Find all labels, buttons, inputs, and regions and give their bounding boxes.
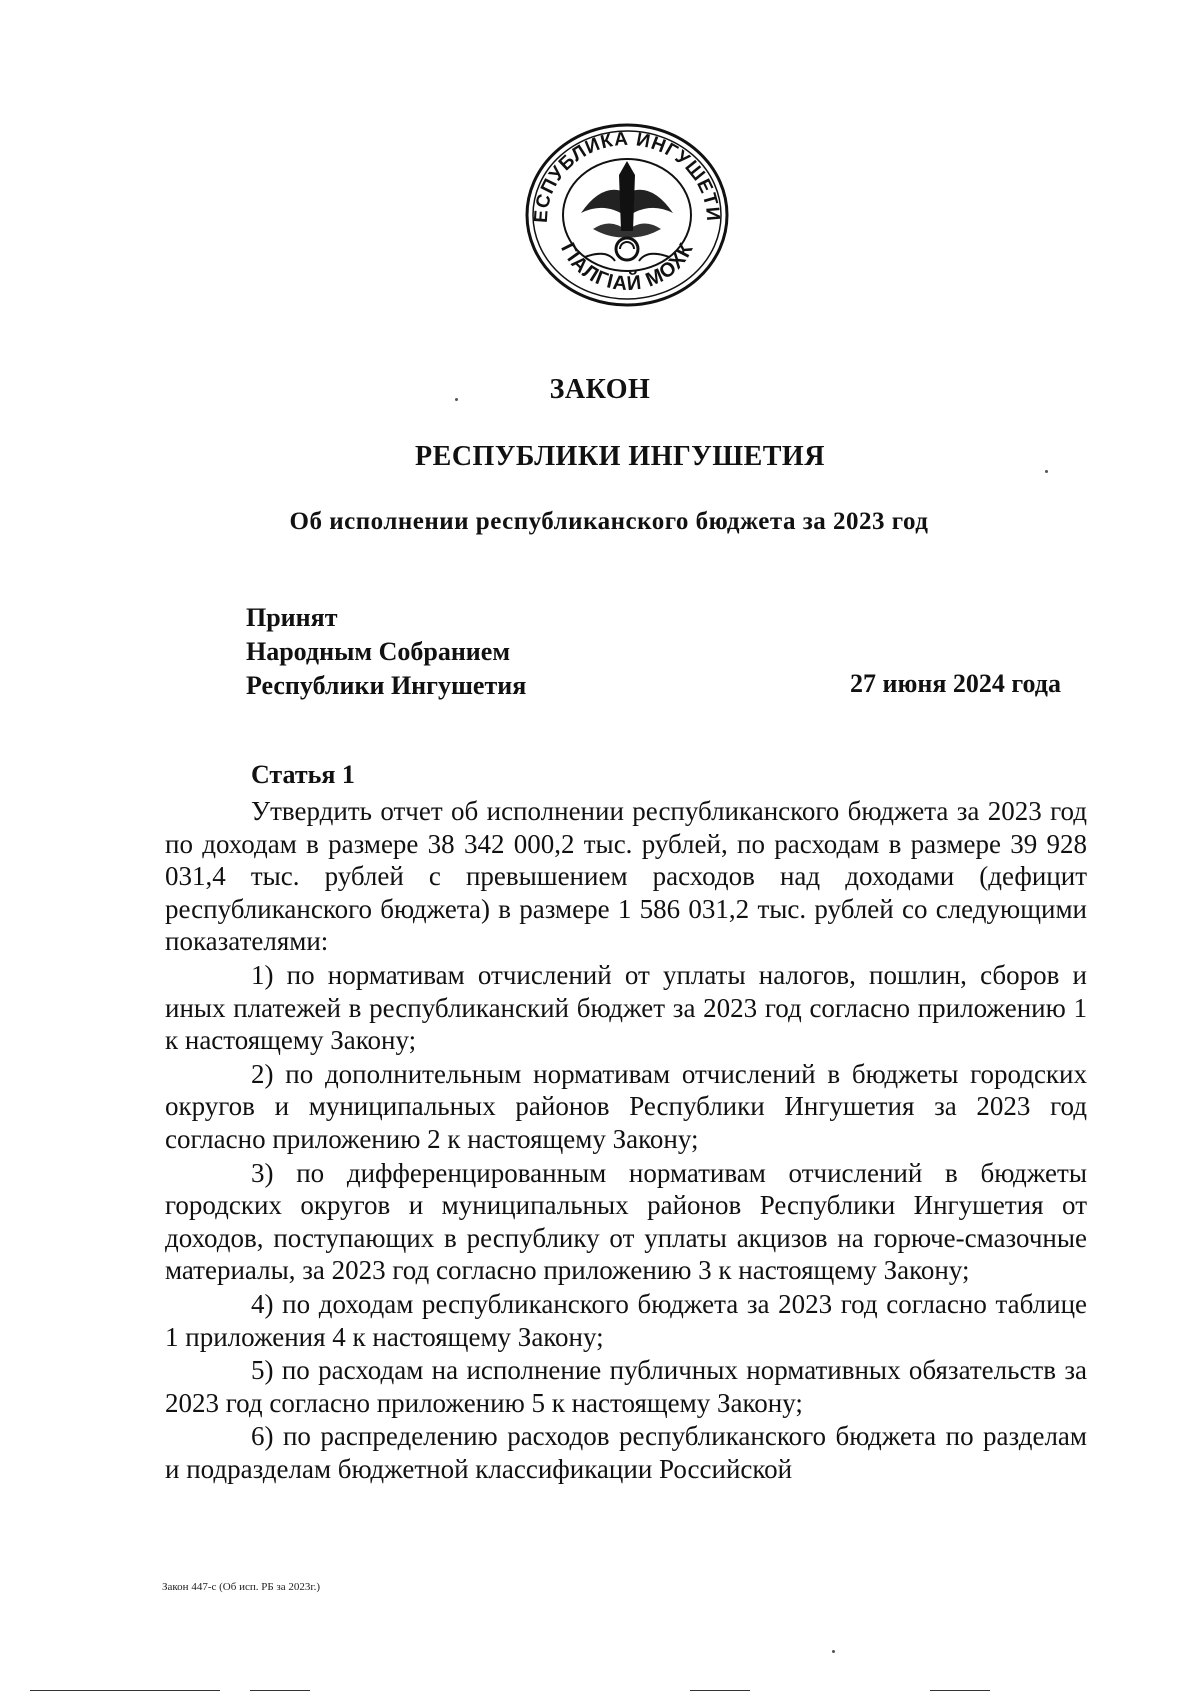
- article-title: Статья 1: [251, 760, 355, 789]
- adoption-line-3: Республики Ингушетия: [246, 671, 527, 700]
- scan-speck: [455, 398, 458, 401]
- article-paragraph: 6) по распределению расходов республиканского бюджета по разделам и подразделам бюджетной классификации Российской: [165, 1421, 1087, 1484]
- article-paragraph: 3) по дифференцированным нормативам отчислений в бюджеты городских округов и муниципальных районов Республики Ингушетия от доходов, поступающих в республику от уплаты акцизов на горюче-смазочные материалы, за 2023 год согласно приложению 3 к настоящему Закону;: [165, 1157, 1087, 1286]
- article-paragraph: 1) по нормативам отчислений от уплаты налогов, пошлин, сборов и иных платежей в республиканский бюджет за 2023 год согласно приложению 1 к настоящему Закону;: [165, 959, 1087, 1056]
- law-subject: Об исполнении республиканского бюджета за 2023 год: [289, 508, 929, 535]
- law-heading: ЗАКОН: [549, 374, 651, 405]
- scan-artifact-line: [250, 1690, 310, 1691]
- scan-speck: [832, 1650, 835, 1653]
- emblem-top-text: ЕСПУБЛИКА ИНГУШЕТИ: [530, 128, 724, 224]
- scan-artifact-line: [30, 1690, 220, 1691]
- adoption-block: [246, 601, 526, 703]
- republic-heading: РЕСПУБЛИКИ ИНГУШЕТИЯ: [415, 441, 825, 472]
- scan-speck: [1045, 470, 1048, 473]
- adoption-date: 27 июня 2024 года: [850, 669, 1061, 698]
- scan-artifact-line: [690, 1690, 750, 1691]
- adoption-line-1: Принят: [246, 603, 338, 632]
- article-paragraph: Утвердить отчет об исполнении республиканского бюджета за 2023 год по доходам в размере 38 342 000,2 тыс. рублей, по расходам в размере 39 928 031,4 тыс. рублей с превышением расходов над доходами (дефицит республиканского бюджета) в размере 1 586 031,2 тыс. рублей со следующими показателями:: [165, 796, 1087, 957]
- footer-doc-reference: Закон 447-с (Об исп. РБ за 2023г.): [162, 1581, 321, 1593]
- article-body: [165, 795, 1087, 1485]
- scan-artifact-line: [930, 1690, 990, 1691]
- article-paragraph: 4) по доходам республиканского бюджета за 2023 год согласно таблице 1 приложения 4 к настоящему Закону;: [165, 1288, 1087, 1352]
- republic-of-ingushetia-coat-of-arms-icon: [523, 121, 731, 309]
- article-paragraph: 5) по расходам на исполнение публичных нормативных обязательств за 2023 год согласно приложению 5 к настоящему Закону;: [165, 1355, 1087, 1418]
- article-paragraph: 2) по дополнительным нормативам отчислений в бюджеты городских округов и муниципальных районов Республики Ингушетия за 2023 год согласно приложению 2 к настоящему Закону;: [165, 1058, 1087, 1154]
- adoption-line-2: Народным Собранием: [246, 637, 511, 666]
- emblem-bottom-text: ГIАЛГIАЙ МОХК: [556, 239, 698, 296]
